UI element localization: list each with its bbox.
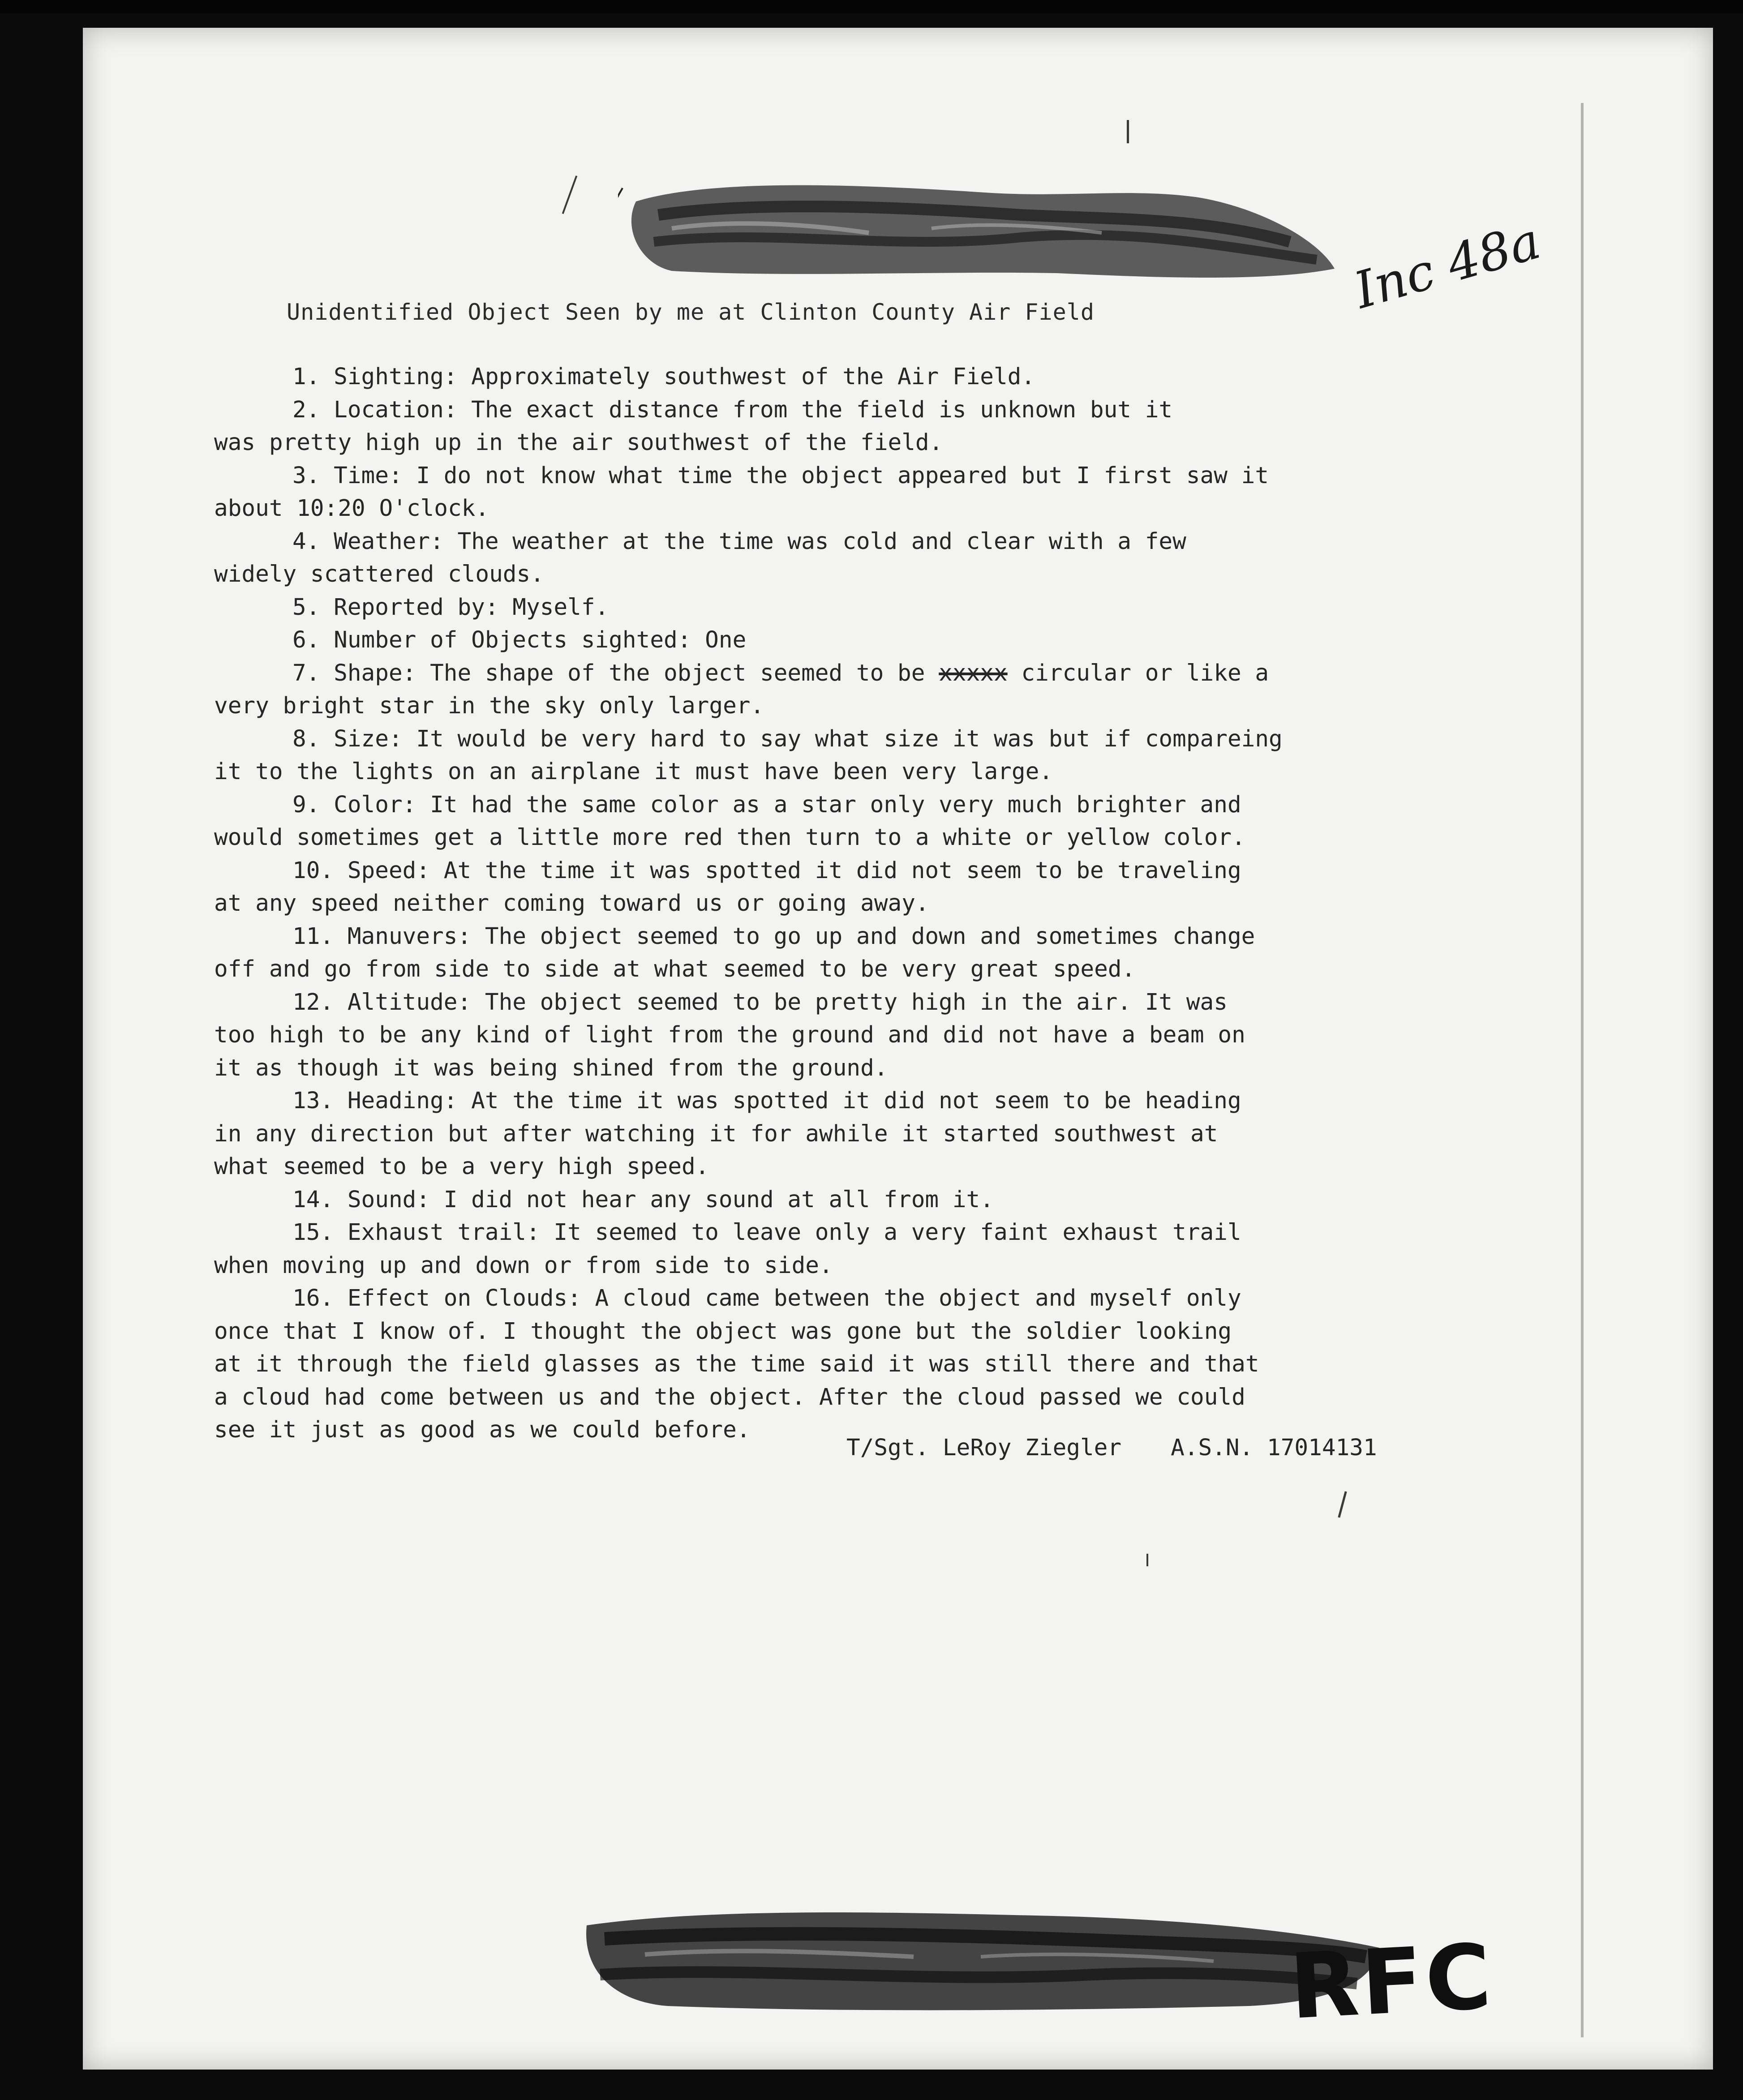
stray-mark [1127, 120, 1129, 143]
item-first-line: 1. Sighting: Approximately southwest of the Air Field. [292, 364, 1035, 390]
film-edge-top [0, 0, 1743, 13]
report-item [214, 1216, 1495, 1282]
report-item [214, 394, 1495, 459]
item-continuation: once that I know of. I thought the object was gone but the soldier looking [214, 1318, 1232, 1345]
report-item [214, 1084, 1495, 1183]
item-first-line: 9. Color: It had the same color as a star only very much brighter and [292, 791, 1241, 818]
item-first-line: 7. Shape: The shape of the object seemed to be xxxxx circular or like a [292, 660, 1269, 686]
report-item [214, 525, 1495, 591]
document-title: Unidentified Object Seen by me at Clinton County Air Field [287, 299, 1095, 325]
report-item [214, 986, 1495, 1085]
report-item [214, 591, 1495, 624]
item-first-line: 8. Size: It would be very hard to say what size it was but if compareing [292, 725, 1283, 752]
stray-mark [1146, 1554, 1148, 1566]
report-item [214, 920, 1495, 986]
struck-through-text: xxxxx [939, 660, 1008, 686]
item-first-line: 15. Exhaust trail: It seemed to leave only a very faint exhaust trail [292, 1219, 1241, 1246]
item-continuation: at it through the field glasses as the time said it was still there and that [214, 1351, 1259, 1377]
redacted-classification-stamp-bottom [578, 1899, 1388, 2015]
item-continuation: off and go from side to side at what seemed to be very great speed. [214, 956, 1136, 982]
item-first-line: 6. Number of Objects sighted: One [292, 627, 747, 653]
report-item [214, 854, 1495, 920]
signature-name: T/Sgt. LeRoy Ziegler [846, 1435, 1122, 1461]
item-first-line: 11. Manuvers: The object seemed to go up and down and sometimes change [292, 923, 1255, 950]
item-continuation: very bright star in the sky only larger. [214, 693, 764, 719]
item-continuation: in any direction but after watching it for awhile it started southwest at [214, 1120, 1218, 1147]
page-edge-line [1581, 103, 1584, 2037]
report-body [214, 360, 1495, 1447]
redacted-classification-stamp-top [618, 175, 1339, 287]
item-continuation: at any speed neither coming toward us or going away. [214, 890, 929, 917]
item-first-line: 13. Heading: At the time it was spotted it did not seem to be heading [292, 1088, 1241, 1114]
item-continuation: it to the lights on an airplane it must have been very large. [214, 759, 1053, 785]
item-continuation: a cloud had come between us and the object. After the cloud passed we could [214, 1384, 1245, 1410]
report-item [214, 624, 1495, 657]
report-item [214, 360, 1495, 394]
item-first-line: 4. Weather: The weather at the time was cold and clear with a few [292, 528, 1186, 555]
item-first-line: 5. Reported by: Myself. [292, 594, 609, 621]
signature-block [846, 1435, 1377, 1461]
item-continuation: when moving up and down or from side to side. [214, 1252, 833, 1279]
item-continuation: was pretty high up in the air southwest of the field. [214, 429, 943, 456]
handwritten-annotation-inc: Inc 48a [1348, 212, 1547, 320]
item-first-line: 3. Time: I do not know what time the object appeared but I first saw it [292, 462, 1269, 489]
report-item [214, 723, 1495, 789]
item-continuation: too high to be any kind of light from the ground and did not have a beam on [214, 1022, 1245, 1048]
handwritten-annotation-rfc: RFC [1287, 1924, 1497, 2040]
item-first-line: 2. Location: The exact distance from the field is unknown but it [292, 396, 1173, 423]
signature-asn: A.S.N. 17014131 [1171, 1435, 1377, 1461]
item-continuation: about 10:20 O'clock. [214, 495, 489, 522]
item-first-line: 14. Sound: I did not hear any sound at all from it. [292, 1186, 994, 1213]
item-first-line: 12. Altitude: The object seemed to be pretty high in the air. It was [292, 989, 1228, 1016]
item-continuation: widely scattered clouds. [214, 561, 544, 587]
item-first-line: 10. Speed: At the time it was spotted it did not seem to be traveling [292, 857, 1241, 884]
report-item [214, 459, 1495, 525]
item-first-line: 16. Effect on Clouds: A cloud came between the object and myself only [292, 1285, 1241, 1311]
report-item [214, 1282, 1495, 1447]
item-continuation: what seemed to be a very high speed. [214, 1153, 709, 1180]
report-item [214, 657, 1495, 723]
item-continuation: it as though it was being shined from the ground. [214, 1054, 888, 1081]
item-continuation: see it just as good as we could before. [214, 1417, 751, 1443]
report-item [214, 1183, 1495, 1217]
report-item [214, 789, 1495, 854]
item-continuation: would sometimes get a little more red then turn to a white or yellow color. [214, 824, 1245, 851]
